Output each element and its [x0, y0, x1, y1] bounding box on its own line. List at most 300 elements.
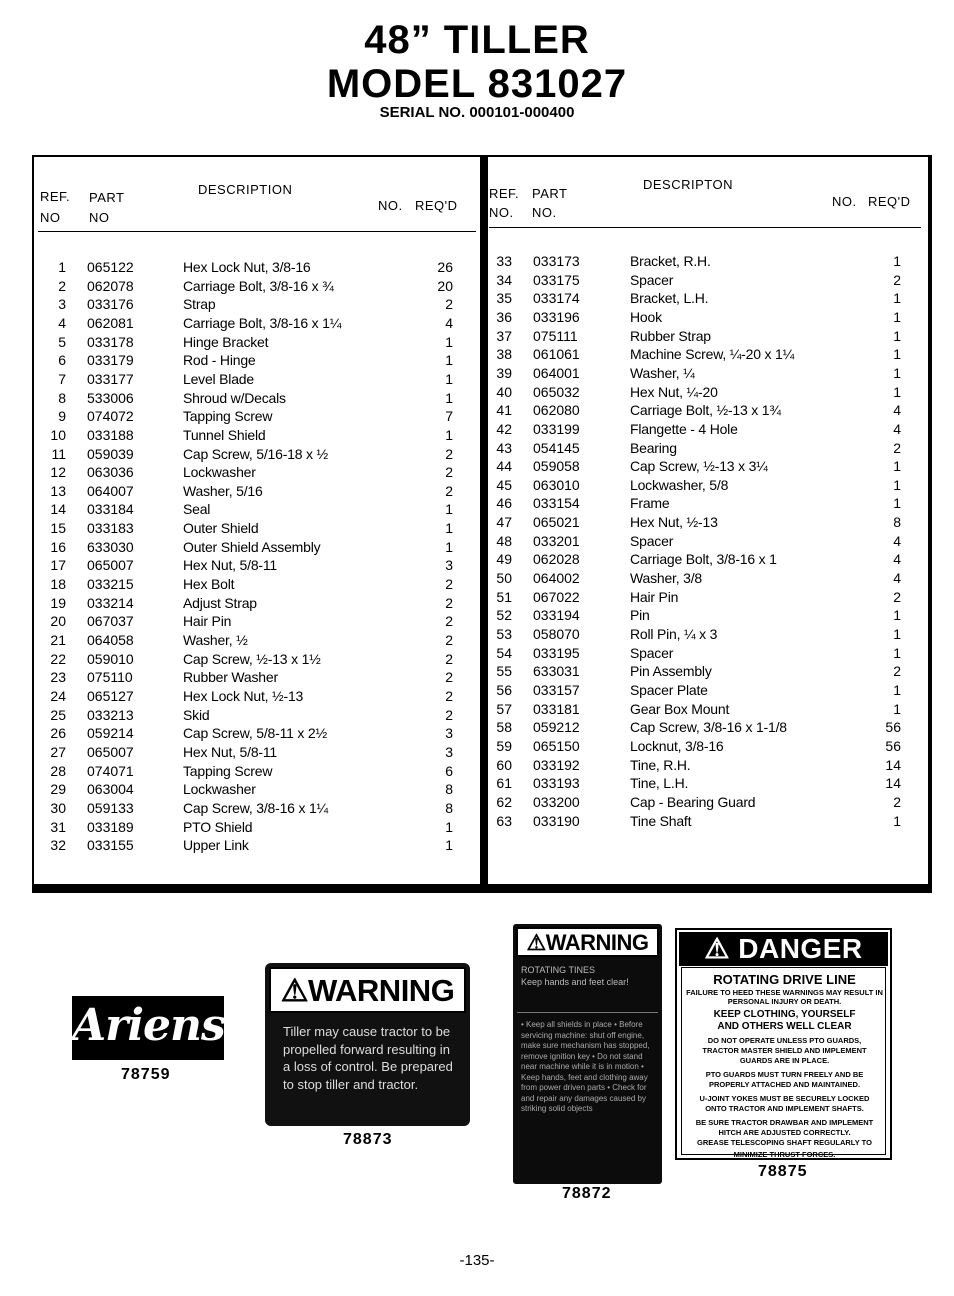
qty-cell: 2: [445, 613, 453, 630]
description-cell: PTO Shield: [183, 818, 253, 835]
qty-cell: 2: [445, 706, 453, 723]
table-row: [35, 315, 479, 334]
part-no-cell: 633030: [87, 538, 134, 555]
hdr-part-no: NO: [89, 210, 110, 225]
ref-cell: 35: [496, 290, 512, 307]
part-no-cell: 064007: [87, 482, 134, 499]
table-row: [35, 446, 479, 465]
qty-cell: 2: [893, 663, 901, 680]
danger-decal-drive-line: [675, 928, 892, 1160]
qty-cell: 4: [893, 420, 901, 437]
ref-cell: 51: [496, 588, 512, 605]
part-no-cell: 533006: [87, 389, 134, 406]
description-cell: Washer, 3/8: [630, 570, 702, 587]
ref-cell: 8: [58, 389, 66, 406]
part-no-cell: 063004: [87, 781, 134, 798]
part-no-cell: 074071: [87, 762, 134, 779]
table-row: [489, 272, 927, 291]
header-rule: [489, 227, 921, 228]
description-cell: Locknut, 3/8-16: [630, 737, 724, 754]
qty-cell: 3: [445, 743, 453, 760]
description-cell: Spacer: [630, 271, 674, 288]
table-row: [35, 613, 479, 632]
description-cell: Cap Screw, ½-13 x 1½: [183, 650, 321, 667]
ref-cell: 62: [496, 793, 512, 810]
qty-cell: 1: [893, 290, 901, 307]
table-row: [35, 352, 479, 371]
table-row: [35, 669, 479, 688]
warning-a-part-number: 78873: [343, 1131, 393, 1148]
qty-cell: 2: [445, 669, 453, 686]
qty-cell: 2: [445, 650, 453, 667]
ref-cell: 55: [496, 663, 512, 680]
table-row: [489, 290, 927, 309]
qty-cell: 2: [893, 271, 901, 288]
ref-cell: 7: [58, 370, 66, 387]
ref-cell: 45: [496, 476, 512, 493]
warning-body: Tiller may cause tractor to be propelled forward resulting in a loss of control. Be prepared to stop tiller and tractor.: [283, 1024, 453, 1092]
description-cell: Tapping Screw: [183, 408, 273, 425]
ref-cell: 52: [496, 607, 512, 624]
ref-cell: 24: [50, 687, 66, 704]
description-cell: Spacer: [630, 644, 674, 661]
warning-b-part-number: 78872: [562, 1185, 612, 1202]
description-cell: Carriage Bolt, ½-13 x 1¾: [630, 402, 781, 419]
qty-cell: 56: [885, 719, 901, 736]
table-row: [35, 632, 479, 651]
table-row: [489, 645, 927, 664]
qty-cell: 1: [445, 352, 453, 369]
ref-cell: 58: [496, 719, 512, 736]
part-no-cell: 067022: [533, 588, 580, 605]
ref-cell: 46: [496, 495, 512, 512]
ref-cell: 43: [496, 439, 512, 456]
ref-cell: 47: [496, 514, 512, 531]
qty-cell: 1: [445, 333, 453, 350]
description-cell: Washer, ½: [183, 632, 248, 648]
qty-cell: 2: [445, 632, 453, 648]
ref-cell: 18: [50, 576, 66, 593]
ref-cell: 9: [58, 408, 66, 425]
table-row: [35, 781, 479, 800]
part-no-cell: 065021: [533, 514, 580, 531]
danger-line: DO NOT OPERATE UNLESS PTO GUARDS,: [707, 1036, 862, 1045]
danger-line: ONTO TRACTOR AND IMPLEMENT SHAFTS.: [705, 1104, 864, 1113]
table-row: [489, 384, 927, 403]
qty-cell: 26: [437, 259, 453, 275]
hdr-reqd: REQ'D: [868, 194, 911, 209]
qty-cell: 1: [893, 812, 901, 829]
ref-cell: 38: [496, 346, 512, 363]
table-row: [489, 701, 927, 720]
part-no-cell: 033181: [533, 700, 580, 717]
part-no-cell: 059212: [533, 719, 580, 736]
description-cell: Machine Screw, ¼-20 x 1¼: [630, 346, 795, 363]
qty-cell: 1: [893, 700, 901, 717]
qty-cell: 1: [893, 327, 901, 344]
description-cell: Pin: [630, 607, 650, 624]
part-no-cell: 065032: [533, 383, 580, 400]
part-no-cell: 033194: [533, 607, 580, 624]
qty-cell: 1: [893, 644, 901, 661]
danger-line: U-JOINT YOKES MUST BE SECURELY LOCKED: [699, 1094, 870, 1103]
description-cell: Cap Screw, ½-13 x 3¼: [630, 458, 768, 475]
part-no-cell: 033175: [533, 271, 580, 288]
qty-cell: 20: [437, 277, 453, 294]
description-cell: Gear Box Mount: [630, 700, 730, 717]
description-cell: Cap Screw, 5/8-11 x 2½: [183, 725, 327, 742]
logo-part-number: 78759: [121, 1066, 171, 1083]
description-cell: Flangette - 4 Hole: [630, 420, 738, 437]
table-row: [489, 328, 927, 347]
qty-cell: 14: [885, 775, 901, 792]
description-cell: Hex Nut, ½-13: [630, 514, 718, 531]
danger-line: TRACTOR MASTER SHIELD AND IMPLEMENT: [702, 1046, 867, 1055]
ref-cell: 1: [58, 259, 66, 275]
table-row: [35, 390, 479, 409]
part-no-cell: 033176: [87, 296, 134, 313]
description-cell: Tapping Screw: [183, 762, 273, 779]
hdr-part: PART: [532, 186, 568, 201]
description-cell: Hook: [630, 308, 662, 325]
table-row: [35, 464, 479, 483]
ref-cell: 14: [50, 501, 66, 518]
qty-cell: 8: [445, 799, 453, 816]
table-row: [35, 651, 479, 670]
ref-cell: 28: [50, 762, 66, 779]
part-no-cell: 065122: [87, 259, 134, 275]
part-no-cell: 033157: [533, 681, 580, 698]
qty-cell: 1: [893, 253, 901, 269]
ref-cell: 44: [496, 458, 512, 475]
description-cell: Bracket, L.H.: [630, 290, 709, 307]
part-no-cell: 033195: [533, 644, 580, 661]
table-row: [489, 551, 927, 570]
ref-cell: 36: [496, 308, 512, 325]
part-no-cell: 062080: [533, 402, 580, 419]
qty-cell: 2: [893, 439, 901, 456]
description-cell: Carriage Bolt, 3/8-16 x ¾: [183, 277, 334, 294]
ref-cell: 59: [496, 737, 512, 754]
table-row: [35, 483, 479, 502]
table-row: [35, 296, 479, 315]
ref-cell: 61: [496, 775, 512, 792]
ref-cell: 23: [50, 669, 66, 686]
part-no-cell: 033200: [533, 793, 580, 810]
table-row: [489, 813, 927, 832]
hdr-part: PART: [89, 190, 125, 205]
warning-heading: ⚠WARNING: [269, 967, 466, 1013]
qty-cell: 6: [445, 762, 453, 779]
table-row: [35, 819, 479, 838]
danger-line: PTO GUARDS MUST TURN FREELY AND BE: [705, 1070, 864, 1079]
part-no-cell: 033214: [87, 594, 134, 611]
warning-decal-tiller: [265, 963, 470, 1126]
qty-cell: 2: [445, 687, 453, 704]
ref-cell: 41: [496, 402, 512, 419]
qty-cell: 2: [445, 445, 453, 462]
danger-line: FAILURE TO HEED THESE WARNINGS MAY RESULT IN PERSONAL INJURY OR DEATH.: [686, 988, 883, 1006]
hdr-ref-no: NO: [40, 210, 61, 225]
qty-cell: 1: [893, 607, 901, 624]
ref-cell: 33: [496, 253, 512, 269]
part-no-cell: 033174: [533, 290, 580, 307]
table-row: [35, 334, 479, 353]
description-cell: Hex Lock Nut, 3/8-16: [183, 259, 311, 275]
table-row: [35, 259, 479, 278]
ref-cell: 48: [496, 532, 512, 549]
table-row: [489, 719, 927, 738]
table-row: [489, 757, 927, 776]
ref-cell: 16: [50, 538, 66, 555]
description-cell: Strap: [183, 296, 216, 313]
table-row: [489, 589, 927, 608]
table-row: [35, 576, 479, 595]
qty-cell: 1: [893, 346, 901, 363]
part-no-cell: 033201: [533, 532, 580, 549]
qty-cell: 4: [893, 570, 901, 587]
part-no-cell: 033184: [87, 501, 134, 518]
description-cell: Cap Screw, 5/16-18 x ½: [183, 445, 329, 462]
qty-cell: 3: [445, 557, 453, 574]
table-row: [35, 688, 479, 707]
table-row: [35, 371, 479, 390]
description-cell: Pin Assembly: [630, 663, 712, 680]
danger-part-number: 78875: [758, 1163, 808, 1180]
header-rule: [38, 231, 476, 232]
part-no-cell: 059010: [87, 650, 134, 667]
part-no-cell: 033215: [87, 576, 134, 593]
ref-cell: 2: [58, 277, 66, 294]
danger-body: [681, 967, 886, 1159]
ref-cell: 54: [496, 644, 512, 661]
danger-line: AND OTHERS WELL CLEAR: [717, 1021, 852, 1032]
ref-cell: 53: [496, 626, 512, 642]
table-row: [489, 626, 927, 645]
ariens-logo: [72, 996, 224, 1060]
qty-cell: 1: [893, 364, 901, 381]
description-cell: Roll Pin, ¼ x 3: [630, 626, 718, 642]
danger-heading: ⚠ DANGER: [679, 932, 888, 966]
part-no-cell: 065127: [87, 687, 134, 704]
part-no-cell: 033188: [87, 426, 134, 443]
qty-cell: 8: [893, 514, 901, 531]
warning-separator: [517, 1012, 658, 1013]
table-row: [489, 775, 927, 794]
table-row: [489, 365, 927, 384]
page-number: -135-: [459, 1252, 495, 1269]
description-cell: Hex Nut, 5/8-11: [183, 557, 278, 574]
table-row: [489, 663, 927, 682]
ref-cell: 50: [496, 570, 512, 587]
description-cell: Carriage Bolt, 3/8-16 x 1: [630, 551, 777, 568]
qty-cell: 1: [445, 389, 453, 406]
part-no-cell: 033178: [87, 333, 134, 350]
description-cell: Frame: [630, 495, 670, 512]
danger-line: GREASE TELESCOPING SHAFT REGULARLY TO: [697, 1138, 872, 1147]
qty-cell: 2: [445, 482, 453, 499]
ref-cell: 42: [496, 420, 512, 437]
ref-cell: 49: [496, 551, 512, 568]
hdr-description: DESCRIPTION: [198, 182, 293, 197]
description-cell: Hex Bolt: [183, 576, 235, 593]
description-cell: Seal: [183, 501, 211, 518]
description-cell: Tunnel Shield: [183, 426, 266, 443]
ref-cell: 63: [496, 812, 512, 829]
warning-bullets: • Keep all shields in place • Before servicing machine: shut off engine, make sure mechanism has stopped, remove ignition key • Do not stand near machine while it is in motion • Keep hands, feet and clothing away from power driven parts • Check for and repair any damages caused by striking solid objects: [521, 1020, 650, 1113]
qty-cell: 1: [445, 837, 453, 854]
part-no-cell: 064001: [533, 364, 580, 381]
qty-cell: 4: [893, 402, 901, 419]
qty-cell: 2: [445, 576, 453, 593]
table-row: [489, 570, 927, 589]
part-no-cell: 061061: [533, 346, 580, 363]
ref-cell: 5: [58, 333, 66, 350]
hdr-part-no: NO.: [532, 205, 557, 220]
description-cell: Spacer: [630, 532, 674, 549]
part-no-cell: 062028: [533, 551, 580, 568]
ref-cell: 12: [50, 464, 66, 481]
part-no-cell: 033193: [533, 775, 580, 792]
ref-cell: 37: [496, 327, 512, 344]
ref-cell: 56: [496, 681, 512, 698]
description-cell: Hair Pin: [183, 613, 232, 630]
table-row: [35, 557, 479, 576]
description-cell: Outer Shield Assembly: [183, 538, 321, 555]
description-cell: Washer, 5/16: [183, 482, 263, 499]
table-row: [489, 738, 927, 757]
qty-cell: 1: [893, 476, 901, 493]
qty-cell: 1: [893, 681, 901, 698]
description-cell: Hinge Bracket: [183, 333, 269, 350]
part-no-cell: 033199: [533, 420, 580, 437]
part-no-cell: 064058: [87, 632, 134, 648]
qty-cell: 1: [893, 308, 901, 325]
ref-cell: 3: [58, 296, 66, 313]
table-row: [35, 501, 479, 520]
part-no-cell: 033189: [87, 818, 134, 835]
part-no-cell: 063036: [87, 464, 134, 481]
table-row: [489, 458, 927, 477]
table-row: [35, 278, 479, 297]
part-no-cell: 633031: [533, 663, 580, 680]
description-cell: Cap Screw, 3/8-16 x 1-1/8: [630, 719, 787, 736]
description-cell: Washer, ¼: [630, 364, 695, 381]
part-no-cell: 033154: [533, 495, 580, 512]
part-no-cell: 033192: [533, 756, 580, 773]
part-no-cell: 059039: [87, 445, 134, 462]
qty-cell: 8: [445, 781, 453, 798]
description-cell: Skid: [183, 706, 210, 723]
danger-line: ROTATING DRIVE LINE: [713, 972, 856, 987]
table-row: [489, 440, 927, 459]
part-no-cell: 033179: [87, 352, 134, 369]
danger-line: PROPERLY ATTACHED AND MAINTAINED.: [708, 1080, 861, 1089]
ref-cell: 19: [50, 594, 66, 611]
danger-line: BE SURE TRACTOR DRAWBAR AND IMPLEMENT: [695, 1118, 874, 1127]
warning-heading: ⚠WARNING: [516, 927, 659, 957]
ref-cell: 10: [50, 426, 66, 443]
qty-cell: 1: [445, 538, 453, 555]
part-no-cell: 033173: [533, 253, 580, 269]
danger-line: GUARDS ARE IN PLACE.: [739, 1056, 830, 1065]
description-cell: Cap Screw, 3/8-16 x 1¼: [183, 799, 329, 816]
hdr-ref: REF.: [40, 189, 71, 204]
qty-cell: 4: [893, 551, 901, 568]
part-no-cell: 065007: [87, 557, 134, 574]
ref-cell: 15: [50, 520, 66, 537]
table-row: [489, 495, 927, 514]
ref-cell: 34: [496, 271, 512, 288]
danger-line: HITCH ARE ADJUSTED CORRECTLY.: [718, 1128, 851, 1137]
ref-cell: 60: [496, 756, 512, 773]
hdr-ref-no: NO.: [489, 205, 514, 220]
table-row: [35, 837, 479, 856]
description-cell: Rubber Strap: [630, 327, 711, 344]
part-no-cell: 062081: [87, 314, 134, 331]
description-cell: Hex Nut, ¼-20: [630, 383, 718, 400]
danger-line: KEEP CLOTHING, YOURSELF: [713, 1009, 856, 1020]
table-row: [35, 800, 479, 819]
qty-cell: 1: [445, 501, 453, 518]
part-no-cell: 033155: [87, 837, 134, 854]
part-no-cell: 075111: [533, 327, 578, 344]
hdr-description: DESCRIPTON: [643, 177, 733, 192]
ariens-logo-text: Ariens: [72, 1000, 225, 1051]
ref-cell: 39: [496, 364, 512, 381]
qty-cell: 4: [445, 314, 453, 331]
ref-cell: 25: [50, 706, 66, 723]
part-no-cell: 059133: [87, 799, 134, 816]
qty-cell: 2: [445, 594, 453, 611]
table-row: [489, 477, 927, 496]
serial-number: SERIAL NO. 000101-000400: [379, 104, 575, 121]
table-row: [489, 794, 927, 813]
hdr-ref: REF.: [489, 186, 520, 201]
description-cell: Outer Shield: [183, 520, 259, 537]
table-row: [489, 253, 927, 272]
ref-cell: 26: [50, 725, 66, 742]
qty-cell: 56: [885, 737, 901, 754]
part-no-cell: 067037: [87, 613, 134, 630]
description-cell: Tine, R.H.: [630, 756, 691, 773]
qty-cell: 3: [445, 725, 453, 742]
part-no-cell: 058070: [533, 626, 580, 642]
part-no-cell: 075110: [87, 669, 133, 686]
table-row: [35, 427, 479, 446]
table-row: [489, 402, 927, 421]
ref-cell: 13: [50, 482, 66, 499]
ref-cell: 21: [50, 632, 66, 648]
ref-cell: 20: [50, 613, 66, 630]
warning-subtitle: [521, 964, 656, 988]
table-row: [489, 346, 927, 365]
description-cell: Carriage Bolt, 3/8-16 x 1¼: [183, 314, 342, 331]
qty-cell: 4: [893, 532, 901, 549]
table-row: [35, 520, 479, 539]
table-row: [489, 533, 927, 552]
danger-line: MINIMIZE THRUST FORCES.: [733, 1150, 836, 1159]
ref-cell: 32: [50, 837, 66, 854]
description-cell: Tine Shaft: [630, 812, 692, 829]
warning-decal-tines: [513, 924, 662, 1184]
part-no-cell: 033196: [533, 308, 580, 325]
table-row: [35, 408, 479, 427]
ref-cell: 11: [51, 445, 66, 462]
qty-cell: 1: [893, 383, 901, 400]
qty-cell: 1: [893, 626, 901, 642]
warning-subtitle-1: ROTATING TINES: [521, 965, 596, 975]
